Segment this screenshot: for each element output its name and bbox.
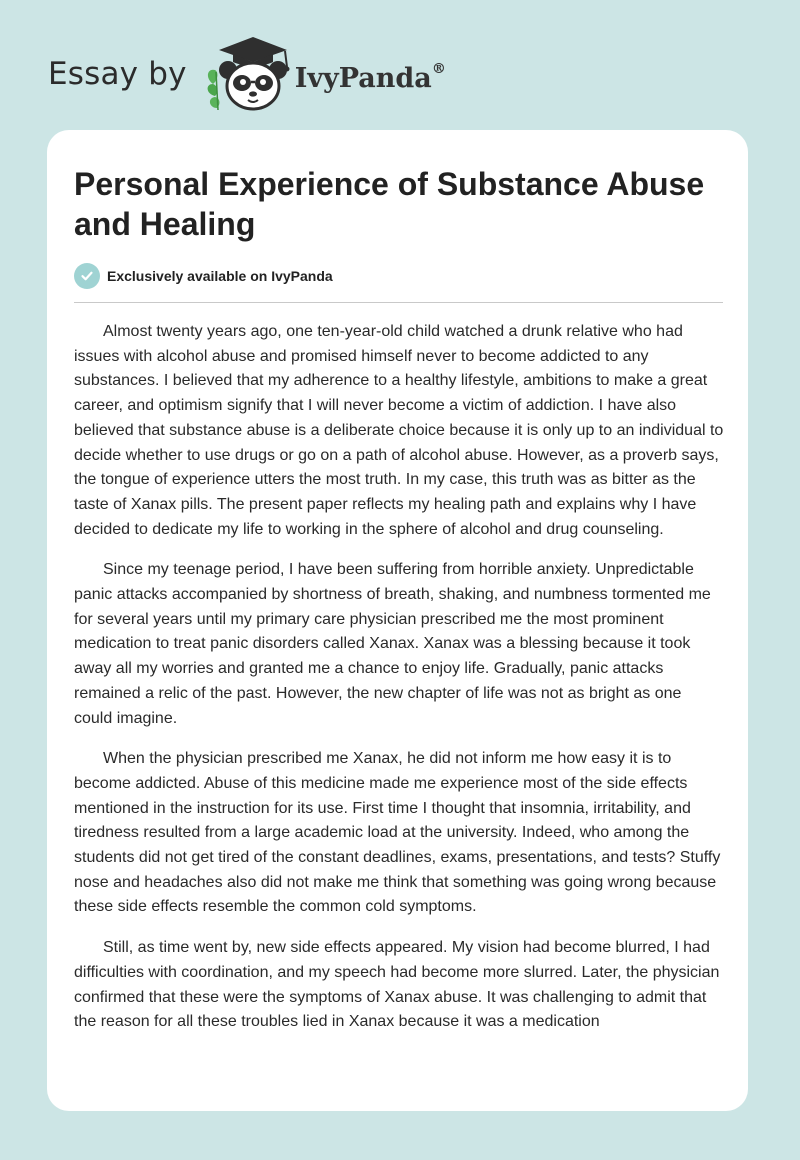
paragraph: Still, as time went by, new side effects appeared. My vision had become blurred, I had difficulties with coordination, and my speech had become more slurred. Later, the physician confirmed that these were the symptoms of Xanax abuse. It was challenging to admit that the reason for all these troubles lied in Xanax because it was a medication bbox=[74, 939, 720, 1031]
paragraph: Since my teenage period, I have been suffering from horrible anxiety. Unpredictable panic attacks accompanied by shortness of breath, shaking, and numbness tormented me for several years until my primary care physician prescribed me the most prominent medication to treat panic disorders called Xanax. Xanax was a blessing because it took away all my worries and granted me a chance to enjoy life. Gradually, panic attacks remained a relic of the past. However, the new chapter of life was not as bright as one could imagine. bbox=[74, 561, 711, 727]
site-header bbox=[48, 34, 446, 114]
panda-graduate-logo-icon[interactable] bbox=[203, 34, 293, 114]
essay-by-label: Essay by bbox=[48, 56, 187, 92]
registered-mark: ® bbox=[431, 60, 446, 77]
exclusive-label: Exclusively available on IvyPanda bbox=[107, 268, 333, 284]
divider bbox=[74, 302, 723, 303]
check-icon bbox=[74, 263, 100, 289]
paragraph: When the physician prescribed me Xanax, he did not inform me how easy it is to become addicted. Abuse of this medicine made me experience most of the side effects mentioned in the instruction for its use. First time I thought that insomnia, irritability, and tiredness resulted from a large academic load at the university. Indeed, who among the students did not get tired of the constant deadlines, exams, presentations, and tests? Stuffy nose and headaches also did not make me think that something was going wrong because these side effects resemble the common cold symptoms. bbox=[74, 750, 721, 916]
essay-card bbox=[47, 130, 748, 1111]
exclusive-badge bbox=[74, 263, 333, 289]
paragraph: Almost twenty years ago, one ten-year-old child watched a drunk relative who had issues with alcohol abuse and promised himself never to become addicted to any substances. I believed that my adherence to a healthy lifestyle, ambitions to make a great career, and optimism signify that I will never become a victim of addiction. I have also believed that substance abuse is a deliberate choice because it is only up to an individual to decide whether to use drugs or go on a path of alcohol abuse. However, as a proverb says, the tongue of experience utters the most truth. In my case, this truth was as bitter as the taste of Xanax pills. The present paper reflects my healing path and explains why I have decided to dedicate my life to working in the sphere of alcohol and drug counseling. bbox=[74, 323, 724, 538]
brand-logo-text[interactable] bbox=[294, 60, 446, 94]
essay-body bbox=[74, 320, 724, 1051]
page-title: Personal Experience of Substance Abuse and Healing bbox=[74, 166, 705, 242]
brand-name: IvyPanda bbox=[294, 62, 432, 94]
